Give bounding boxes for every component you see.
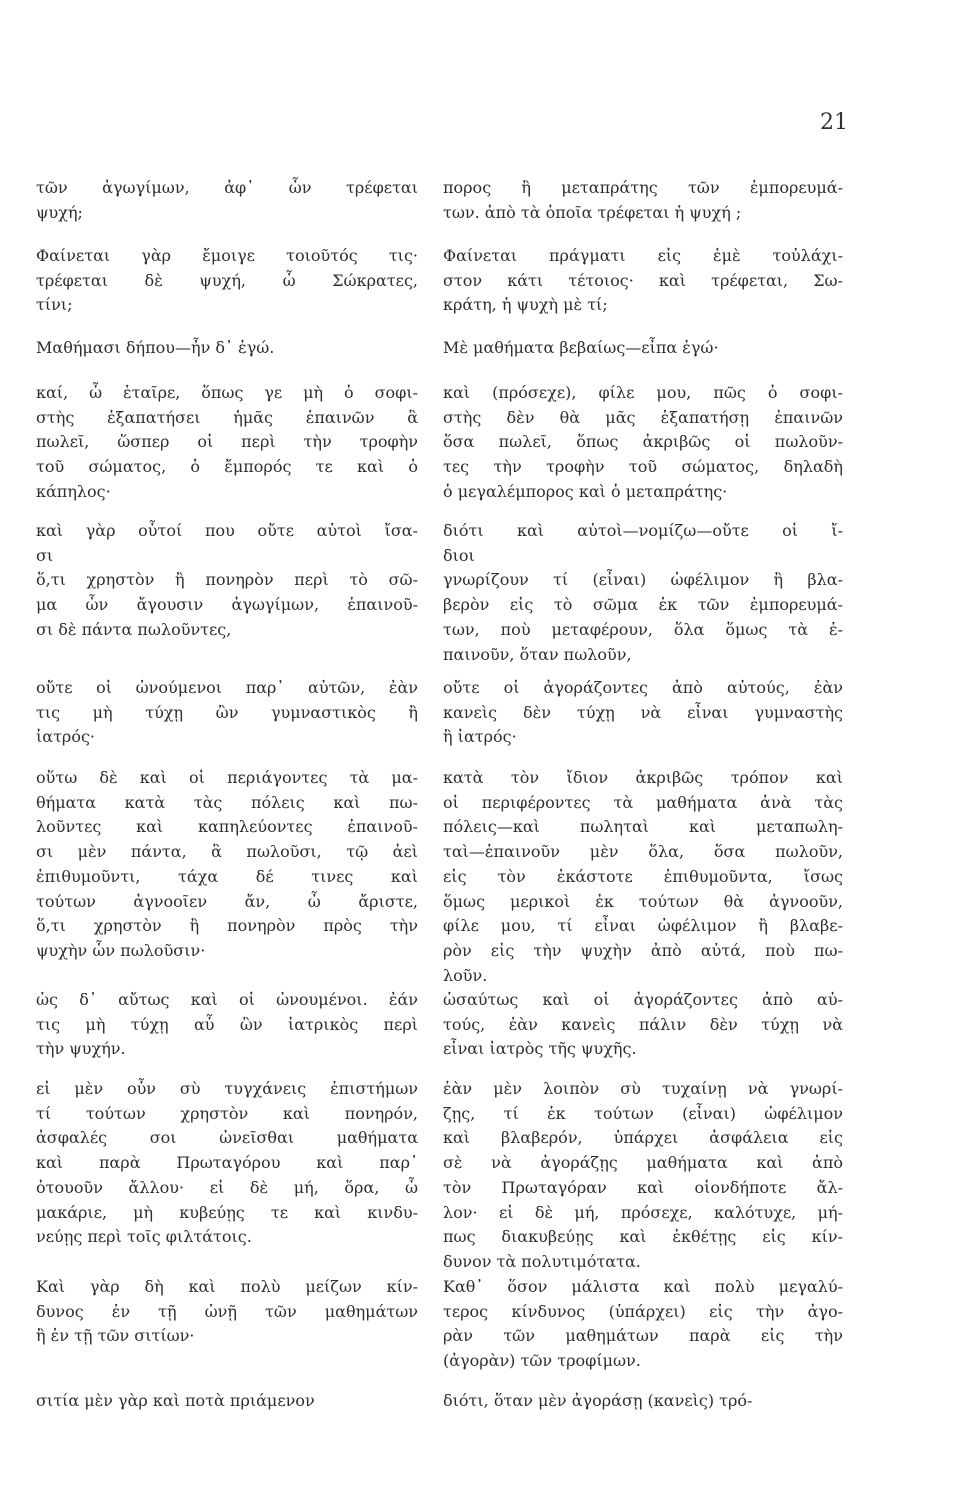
text-line: τις μὴ τύχῃ ὢν γυμναστικὸς ἢ [36, 702, 418, 722]
text-line: καὶ (πρόσεχε), φίλε μου, πῶς ὁ σοφι- [443, 383, 843, 402]
text-line: ψυχή; [36, 202, 83, 222]
text-line: πως διακυβεύῃς καὶ ἐκθέτῃς εἰς κίν- [443, 1227, 843, 1247]
greek-paragraph [36, 176, 418, 225]
text-line: βερὸν εἰς τὸ σῶμα ἐκ τῶν ἐμπορευμά- [443, 595, 843, 615]
translation-paragraph [443, 676, 843, 750]
text-line: σι μὲν πάντα, ἃ πωλοῦσι, τῷ ἀεὶ [36, 842, 418, 862]
text-line: οὕτω δὲ καὶ οἱ περιάγοντες τὰ μα- [36, 768, 418, 787]
greek-paragraph [36, 1077, 418, 1250]
text-line: ταὶ—ἐπαινοῦν μὲν ὅλα, ὅσα πωλοῦν, [443, 842, 843, 862]
text-line: φίλε μου, τί εἶναι ὠφέλιμον ἢ βλαβε- [443, 916, 843, 936]
text-line: στὴς ἐξαπατήσει ἡμᾶς ἐπαινῶν ἃ [36, 407, 418, 427]
text-line: τούς, ἐὰν κανεὶς πάλιν δὲν τύχῃ νὰ [443, 1014, 843, 1034]
text-line: ὅμως μερικοὶ ἐκ τούτων θὰ ἀγνοοῦν, [443, 891, 843, 911]
translation-paragraph [443, 1389, 843, 1414]
translation-paragraph [443, 766, 843, 988]
text-line: εἰς τὸν ἑκάστοτε ἐπιθυμοῦντα, ἴσως [443, 866, 843, 886]
text-line: τρέφεται δὲ ψυχή, ὦ Σώκρατες, [36, 270, 418, 290]
text-line: σι δὲ πάντα πωλοῦντες, [36, 619, 232, 639]
text-line: πόλεις—καὶ πωληταὶ καὶ μεταπωλη- [443, 817, 843, 837]
text-line: Μαθήμασι δήπου—ἦν δ᾽ ἐγώ. [36, 338, 275, 357]
translation-paragraph [443, 1077, 843, 1275]
translation-paragraph [443, 381, 843, 505]
text-line: καὶ παρὰ Πρωταγόρου καὶ παρ᾽ [36, 1153, 418, 1173]
text-line: τῶν ἀγωγίμων, ἀφ᾽ ὧν τρέφεται [36, 178, 418, 197]
text-line: (ἀγορὰν) τῶν τροφίμων. [443, 1351, 641, 1371]
greek-paragraph [36, 676, 418, 750]
text-line: τί τούτων χρηστὸν καὶ πονηρόν, [36, 1103, 418, 1123]
text-line: σιτία μὲν γὰρ καὶ ποτὰ πριάμενον [36, 1391, 315, 1410]
greek-paragraph [36, 336, 418, 361]
greek-paragraph [36, 1389, 418, 1414]
text-line: εἰ μὲν οὖν σὺ τυγχάνεις ἐπιστήμων [36, 1079, 418, 1098]
text-line: διότι καὶ αὐτοὶ—νομίζω—οὔτε οἱ ἴ- [443, 521, 843, 540]
text-line: λοῦν. [443, 965, 488, 985]
text-line: διότι, ὅταν μὲν ἀγοράσῃ (κανεὶς) τρό- [443, 1391, 753, 1410]
translation-paragraph [443, 244, 843, 318]
text-line: δυνον τὰ πολυτιμότατα. [443, 1251, 641, 1271]
text-line: λον· εἰ δὲ μή, πρόσεχε, καλότυχε, μή- [443, 1202, 843, 1222]
translation-paragraph [443, 519, 843, 667]
text-line: κάπηλος· [36, 481, 111, 501]
text-line: τούτων ἀγνοοῖεν ἄν, ὦ ἄριστε, [36, 891, 418, 911]
text-line: καὶ βλαβερόν, ὑπάρχει ἀσφάλεια εἰς [443, 1128, 843, 1148]
text-line: τες τὴν τροφὴν τοῦ σώματος, δηλαδὴ [443, 457, 843, 477]
text-line: ἀσφαλές σοι ὠνεῖσθαι μαθήματα [36, 1128, 418, 1148]
text-line: Καθ᾽ ὅσον μάλιστα καὶ πολὺ μεγαλύ- [443, 1277, 843, 1296]
text-line: ἢ ἰατρός· [443, 727, 517, 747]
text-line: ὅ,τι χρηστὸν ἢ πονηρὸν πρὸς τὴν [36, 916, 418, 936]
greek-paragraph [36, 988, 418, 1062]
text-line: στὴς δὲν θὰ μᾶς ἐξαπατήσῃ ἐπαινῶν [443, 407, 843, 427]
text-line: τερος κίνδυνος (ὑπάρχει) εἰς τὴν ἀγο- [443, 1301, 843, 1321]
text-line: πωλεῖ, ὥσπερ οἱ περὶ τὴν τροφὴν [36, 432, 418, 452]
text-line: τοῦ σώματος, ὁ ἔμπορός τε καὶ ὁ [36, 457, 418, 477]
text-line: Φαίνεται γὰρ ἔμοιγε τοιοῦτός τις· [36, 246, 418, 265]
translation-paragraph [443, 1275, 843, 1374]
text-line: νεύῃς περὶ τοῖς φιλτάτοις. [36, 1227, 252, 1247]
text-line: κράτη, ἡ ψυχὴ μὲ τί; [443, 295, 608, 315]
text-line: οἱ περιφέροντες τὰ μαθήματα ἀνὰ τὰς [443, 792, 843, 812]
text-line: εἶναι ἰατρὸς τῆς ψυχῆς. [443, 1039, 637, 1059]
text-line: ὡς δ᾽ αὔτως καὶ οἱ ὠνουμένοι. ἐάν [36, 990, 418, 1009]
text-line: Καὶ γὰρ δὴ καὶ πολὺ μείζων κίν- [36, 1277, 418, 1296]
text-line: στον κάτι τέτοιος· καὶ τρέφεται, Σω- [443, 270, 843, 290]
text-line: λοῦντες καὶ καπηλεύοντες ἐπαινοῦ- [36, 817, 418, 837]
text-line: καὶ γὰρ οὗτοί που οὔτε αὐτοὶ ἴσα- [36, 521, 418, 540]
text-line: ὁτουοῦν ἄλλου· εἰ δὲ μή, ὅρα, ὦ [36, 1177, 418, 1197]
text-line: σι [36, 545, 54, 565]
text-line: ἰατρός· [36, 727, 96, 747]
translation-paragraph [443, 336, 843, 361]
text-line: ἐὰν μὲν λοιπὸν σὺ τυχαίνῃ νὰ γνωρί- [443, 1079, 843, 1098]
greek-paragraph [36, 381, 418, 505]
text-line: ὡσαύτως καὶ οἱ ἀγοράζοντες ἀπὸ αὐ- [443, 990, 843, 1009]
text-line: Φαίνεται πράγματι εἰς ἐμὲ τοὐλάχι- [443, 246, 843, 265]
text-line: ἢ ἐν τῇ τῶν σιτίων· [36, 1326, 195, 1346]
translation-paragraph [443, 988, 843, 1062]
text-line: πορος ἢ μεταπράτης τῶν ἐμπορευμά- [443, 178, 843, 197]
text-line: μακάριε, μὴ κυβεύῃς τε καὶ κινδυ- [36, 1202, 418, 1222]
text-line: των. ἀπὸ τὰ ὁποῖα τρέφεται ἡ ψυχή ; [443, 202, 742, 222]
greek-paragraph [36, 519, 418, 643]
greek-paragraph [36, 244, 418, 318]
text-line: σὲ νὰ ἀγοράζῃς μαθήματα καὶ ἀπὸ [443, 1153, 843, 1173]
text-line: τὸν Πρωταγόραν καὶ οἱονδήποτε ἄλ- [443, 1177, 843, 1197]
text-line: ὅ,τι χρηστὸν ἢ πονηρὸν περὶ τὸ σῶ- [36, 570, 418, 590]
greek-paragraph [36, 766, 418, 964]
greek-paragraph [36, 1275, 418, 1349]
text-line: των, ποὺ μεταφέρουν, ὅλα ὅμως τὰ ἐ- [443, 619, 843, 639]
text-line: τίνι; [36, 295, 73, 315]
text-line: ρὰν τῶν μαθημάτων παρὰ εἰς τὴν [443, 1326, 843, 1346]
text-line: ἐπιθυμοῦντι, τάχα δέ τινες καὶ [36, 866, 418, 886]
text-line: κανεὶς δὲν τύχῃ νὰ εἶναι γυμναστὴς [443, 702, 843, 722]
text-line: μα ὧν ἄγουσιν ἀγωγίμων, ἐπαινοῦ- [36, 595, 418, 615]
text-line: ψυχὴν ὧν πωλοῦσιν· [36, 940, 206, 960]
text-line: ρὸν εἰς τὴν ψυχὴν ἀπὸ αὐτά, ποὺ πω- [443, 940, 843, 960]
text-line: παινοῦν, ὅταν πωλοῦν, [443, 644, 632, 664]
page-number: 21 [820, 110, 848, 135]
text-line: τις μὴ τύχῃ αὖ ὢν ἰατρικὸς περὶ [36, 1014, 418, 1034]
text-line: οὔτε οἱ ἀγοράζοντες ἀπὸ αὐτούς, ἐὰν [443, 678, 843, 697]
text-line: ὁ μεγαλέμπορος καὶ ὁ μεταπράτης· [443, 481, 728, 501]
text-line: κατὰ τὸν ἴδιον ἀκριβῶς τρόπον καὶ [443, 768, 843, 787]
text-line: Μὲ μαθήματα βεβαίως—εἶπα ἐγώ· [443, 338, 719, 357]
text-line: διοι [443, 545, 475, 565]
translation-paragraph [443, 176, 843, 225]
text-line: θήματα κατὰ τὰς πόλεις καὶ πω- [36, 792, 418, 812]
text-line: καί, ὦ ἑταῖρε, ὅπως γε μὴ ὁ σοφι- [36, 383, 418, 402]
text-line: οὔτε οἱ ὠνούμενοι παρ᾽ αὐτῶν, ἐὰν [36, 678, 418, 697]
text-line: δυνος ἐν τῇ ὠνῇ τῶν μαθημάτων [36, 1301, 418, 1321]
text-line: τὴν ψυχήν. [36, 1039, 126, 1059]
text-line: γνωρίζουν τί (εἶναι) ὠφέλιμον ἢ βλα- [443, 570, 843, 590]
text-line: ζῃς, τί ἐκ τούτων (εἶναι) ὠφέλιμον [443, 1103, 843, 1123]
text-line: ὅσα πωλεῖ, ὅπως ἀκριβῶς οἱ πωλοῦν- [443, 432, 843, 452]
